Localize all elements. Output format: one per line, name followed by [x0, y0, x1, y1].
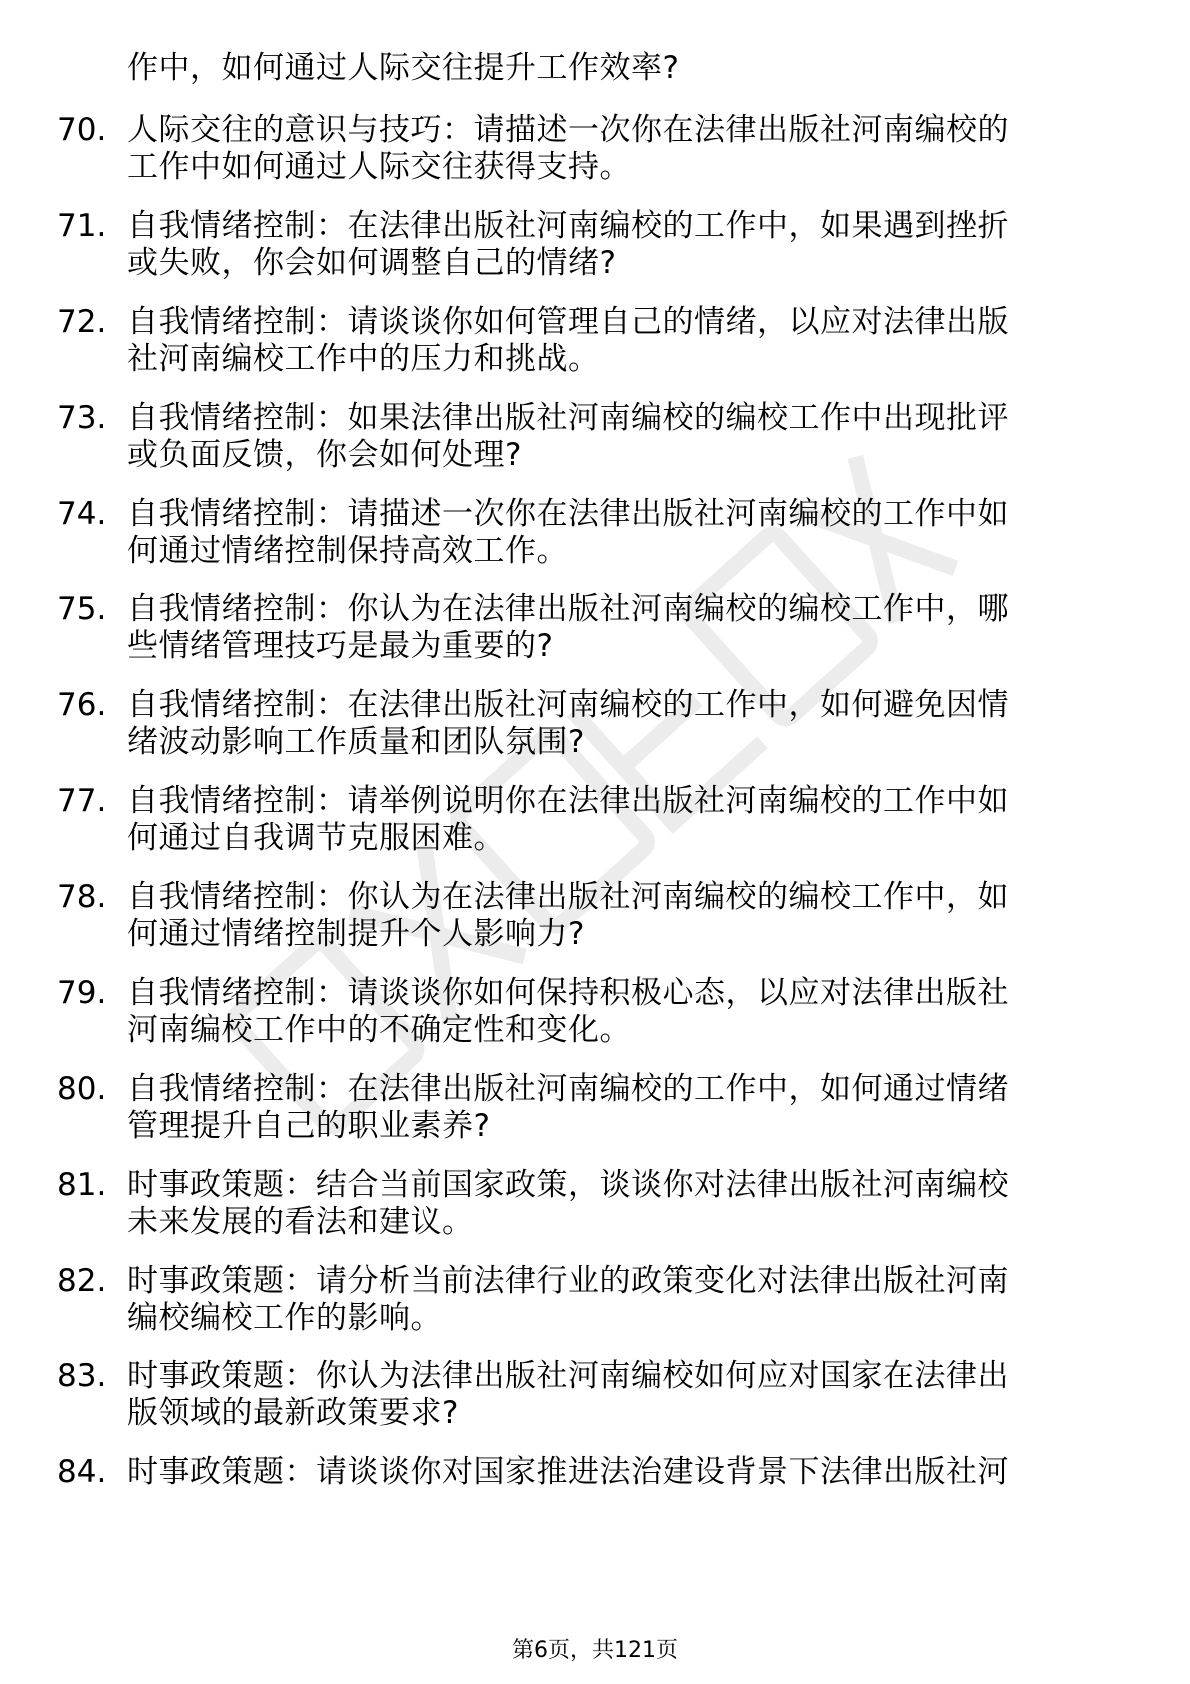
- question-text-line: 工作中如何通过人际交往获得支持。: [127, 149, 631, 185]
- question-number: 81.: [57, 1167, 107, 1203]
- question-text-line: 管理提升自己的职业素养?: [127, 1108, 491, 1144]
- question-text-line: 编校编校工作的影响。: [127, 1300, 442, 1336]
- question-text-line: 自我情绪控制：请谈谈你如何管理自己的情绪，以应对法律出版: [127, 304, 1009, 340]
- question-text-line: 何通过情绪控制保持高效工作。: [127, 533, 568, 569]
- question-text-line: 时事政策题：请分析当前法律行业的政策变化对法律出版社河南: [127, 1263, 1009, 1299]
- question-text-line: 时事政策题：结合当前国家政策，谈谈你对法律出版社河南编校: [127, 1167, 1009, 1203]
- question-text-line: 自我情绪控制：在法律出版社河南编校的工作中，如何通过情绪: [127, 1071, 1009, 1107]
- question-number: 84.: [57, 1454, 107, 1490]
- question-text-line: 自我情绪控制：如果法律出版社河南编校的编校工作中出现批评: [127, 400, 1009, 436]
- question-number: 73.: [57, 400, 107, 436]
- question-text-line: 自我情绪控制：你认为在法律出版社河南编校的编校工作中，哪: [127, 591, 1009, 627]
- question-number: 70.: [57, 112, 107, 148]
- question-number: 71.: [57, 208, 107, 244]
- question-number: 83.: [57, 1358, 107, 1394]
- question-text-line: 自我情绪控制：请举例说明你在法律出版社河南编校的工作中如: [127, 783, 1009, 819]
- question-number: 74.: [57, 496, 107, 532]
- question-text-line: 作中，如何通过人际交往提升工作效率?: [127, 50, 680, 86]
- page-footer: 第6页，共121页: [512, 1638, 678, 1663]
- question-text-line: 时事政策题：请谈谈你对国家推进法治建设背景下法律出版社河: [127, 1454, 1009, 1490]
- question-text-line: 自我情绪控制：在法律出版社河南编校的工作中，如何避免因情: [127, 687, 1009, 723]
- question-number: 80.: [57, 1071, 107, 1107]
- question-text-line: 人际交往的意识与技巧：请描述一次你在法律出版社河南编校的: [127, 112, 1009, 148]
- question-text-line: 时事政策题：你认为法律出版社河南编校如何应对国家在法律出: [127, 1358, 1009, 1394]
- question-text-line: 何通过自我调节克服困难。: [127, 820, 505, 856]
- question-number: 75.: [57, 591, 107, 627]
- question-text-line: 河南编校工作中的不确定性和变化。: [127, 1012, 631, 1048]
- question-text-line: 或负面反馈，你会如何处理?: [127, 437, 522, 473]
- question-number: 77.: [57, 783, 107, 819]
- question-text-line: 自我情绪控制：请谈谈你如何保持积极心态，以应对法律出版社: [127, 975, 1009, 1011]
- question-text-line: 些情绪管理技巧是最为重要的?: [127, 628, 554, 664]
- question-text-line: 未来发展的看法和建议。: [127, 1204, 474, 1240]
- question-text-line: 自我情绪控制：在法律出版社河南编校的工作中，如果遇到挫折: [127, 208, 1009, 244]
- question-text-line: 何通过情绪控制提升个人影响力?: [127, 916, 585, 952]
- question-text-line: 版领域的最新政策要求?: [127, 1395, 459, 1431]
- question-number: 82.: [57, 1263, 107, 1299]
- question-number: 76.: [57, 687, 107, 723]
- question-number: 79.: [57, 975, 107, 1011]
- question-text-line: 社河南编校工作中的压力和挑战。: [127, 341, 600, 377]
- question-text-line: 或失败，你会如何调整自己的情绪?: [127, 245, 617, 281]
- question-text-line: 自我情绪控制：你认为在法律出版社河南编校的编校工作中，如: [127, 879, 1009, 915]
- question-text-line: 绪波动影响工作质量和团队氛围?: [127, 724, 585, 760]
- question-text-line: 自我情绪控制：请描述一次你在法律出版社河南编校的工作中如: [127, 496, 1009, 532]
- question-number: 78.: [57, 879, 107, 915]
- question-number: 72.: [57, 304, 107, 340]
